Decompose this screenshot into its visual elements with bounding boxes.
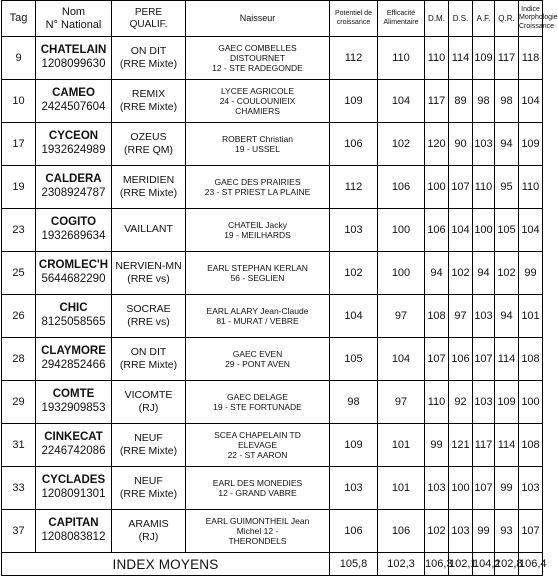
dm-cell: 106 <box>425 209 449 252</box>
animal-name: CINKECAT <box>44 431 103 444</box>
pere-line: (RRE Mixte) <box>119 101 178 113</box>
qr-cell: 114 <box>495 338 519 381</box>
potentiel-cell: 109 <box>330 424 378 467</box>
tag-cell: 17 <box>2 123 36 166</box>
naisseur-line: 29 - PONT AVEN <box>225 359 290 369</box>
pere-cell <box>112 424 186 467</box>
af-cell: 109 <box>473 37 495 80</box>
pere-cell <box>112 467 186 510</box>
naisseur-line: THERONDELS <box>228 536 287 547</box>
pere-line: VAILLANT <box>124 223 173 236</box>
pere-line: REMIX <box>131 87 166 100</box>
naisseur-line: SCEA CHAPELAIN TD <box>214 429 301 440</box>
qr-cell: 117 <box>495 37 519 80</box>
indice-cell: 108 <box>519 424 543 467</box>
qr-cell: 105 <box>495 209 519 252</box>
animal-name: CAMEO <box>52 87 95 100</box>
header-indice: Indice Morphologie Croissance <box>519 1 543 37</box>
animal-name: CHATELAIN <box>40 44 107 57</box>
national-number: 1932909853 <box>41 402 106 414</box>
dm-cell: 102 <box>425 510 449 553</box>
pere-cell <box>112 295 186 338</box>
table-body <box>2 37 543 553</box>
af-cell: 94 <box>473 252 495 295</box>
naisseur-cell <box>186 381 330 424</box>
pere-line: (RRE QM) <box>124 144 173 156</box>
dm-cell: 103 <box>425 467 449 510</box>
tag-cell: 28 <box>2 338 36 381</box>
national-number: 2942852466 <box>41 359 106 371</box>
nom-cell <box>36 209 112 252</box>
table-row <box>2 338 543 381</box>
index-moyens-row <box>2 553 543 576</box>
efficacite-cell: 110 <box>378 37 425 80</box>
national-number: 1208091301 <box>41 488 106 500</box>
table-row <box>2 80 543 123</box>
naisseur-line: 56 - SEGLIEN <box>230 273 285 283</box>
pere-line: (RRE Mixte) <box>119 488 178 500</box>
naisseur-line: 12 - GRAND VABRE <box>218 488 297 498</box>
avg-qr: 102,8 <box>495 553 519 576</box>
ds-cell: 121 <box>449 424 473 467</box>
naisseur-line: EARL DES MONEDIES <box>212 477 303 488</box>
qr-cell: 93 <box>495 510 519 553</box>
naisseur-line: ELEVAGE <box>237 439 278 450</box>
potentiel-cell: 98 <box>330 381 378 424</box>
naisseur-cell <box>186 467 330 510</box>
naisseur-cell <box>186 424 330 467</box>
ds-cell: 100 <box>449 467 473 510</box>
efficacite-cell: 97 <box>378 295 425 338</box>
naisseur-line: 22 - ST AARON <box>227 450 288 461</box>
potentiel-cell: 106 <box>330 123 378 166</box>
naisseur-line: 23 - ST PRIEST LA PLAINE <box>204 187 311 197</box>
avg-indice: 106,4 <box>519 553 543 576</box>
header-tag: Tag <box>2 1 36 37</box>
potentiel-cell: 112 <box>330 37 378 80</box>
header-ds: D.S. <box>449 1 473 37</box>
tag-cell: 23 <box>2 209 36 252</box>
table-row <box>2 424 543 467</box>
naisseur-line: Michel 12 - <box>236 525 279 536</box>
indice-cell: 104 <box>519 209 543 252</box>
naisseur-line: 12 - STE RADEGONDE <box>212 63 303 74</box>
animal-name: CAPITAN <box>48 517 99 530</box>
national-number: 1208083812 <box>41 531 106 543</box>
pere-cell <box>112 166 186 209</box>
tag-cell: 25 <box>2 252 36 295</box>
pere-cell <box>112 123 186 166</box>
national-number: 8125058565 <box>41 316 106 328</box>
indice-cell: 101 <box>519 295 543 338</box>
nom-cell <box>36 166 112 209</box>
potentiel-cell: 103 <box>330 209 378 252</box>
efficacite-cell: 106 <box>378 510 425 553</box>
naisseur-line: ROBERT Christian <box>221 133 293 144</box>
nom-cell <box>36 338 112 381</box>
animal-name: CHIC <box>59 302 88 315</box>
animal-name: COGITO <box>50 216 97 229</box>
af-cell: 103 <box>473 381 495 424</box>
header-efficacite: Efficacité Alimentaire <box>378 1 425 37</box>
dm-cell: 108 <box>425 295 449 338</box>
pere-line: (RRE Mixte) <box>119 445 178 457</box>
table-row <box>2 209 543 252</box>
naisseur-line: EARL ALARY Jean-Claude <box>206 305 309 316</box>
af-cell: 103 <box>473 295 495 338</box>
header-naisseur: Naisseur <box>186 1 330 37</box>
table-row <box>2 467 543 510</box>
potentiel-cell: 102 <box>330 252 378 295</box>
indice-cell: 99 <box>519 252 543 295</box>
indice-cell: 107 <box>519 510 543 553</box>
table-row <box>2 166 543 209</box>
ds-cell: 102 <box>449 252 473 295</box>
naisseur-cell <box>186 338 330 381</box>
pere-line: (RRE Mixte) <box>119 359 178 371</box>
efficacite-cell: 104 <box>378 80 425 123</box>
dm-cell: 107 <box>425 338 449 381</box>
indice-cell: 103 <box>519 467 543 510</box>
naisseur-line: GAEC DES PRAIRIES <box>214 176 301 187</box>
table-row <box>2 123 543 166</box>
pere-line: (RJ) <box>138 402 159 414</box>
potentiel-cell: 112 <box>330 166 378 209</box>
af-cell: 107 <box>473 467 495 510</box>
tag-cell: 31 <box>2 424 36 467</box>
naisseur-line: EARL GUIMONTHEIL Jean <box>205 515 310 526</box>
national-number: 2424507604 <box>41 101 106 113</box>
naisseur-line: 19 - STE FORTUNADE <box>213 402 302 412</box>
animal-name: CALDERA <box>45 173 102 186</box>
national-number: 5644682290 <box>41 273 106 285</box>
efficacite-cell: 102 <box>378 123 425 166</box>
ds-cell: 97 <box>449 295 473 338</box>
header-af: A.F. <box>473 1 495 37</box>
af-cell: 110 <box>473 166 495 209</box>
tag-cell: 33 <box>2 467 36 510</box>
animal-name: COMTE <box>52 388 95 401</box>
pere-line: (RRE Mixte) <box>119 187 178 199</box>
pere-line: ON DIT <box>130 44 167 57</box>
efficacite-cell: 97 <box>378 381 425 424</box>
dm-cell: 110 <box>425 381 449 424</box>
header-qr: Q.R. <box>495 1 519 37</box>
table-row <box>2 381 543 424</box>
pere-line: NEUF <box>134 431 163 444</box>
qr-cell: 94 <box>495 295 519 338</box>
efficacite-cell: 104 <box>378 338 425 381</box>
nom-cell <box>36 424 112 467</box>
avg-dm: 106,3 <box>425 553 449 576</box>
tag-cell: 29 <box>2 381 36 424</box>
ds-cell: 107 <box>449 166 473 209</box>
efficacite-cell: 101 <box>378 424 425 467</box>
qr-cell: 94 <box>495 123 519 166</box>
nom-cell <box>36 467 112 510</box>
dm-cell: 117 <box>425 80 449 123</box>
nom-cell <box>36 37 112 80</box>
efficacite-cell: 101 <box>378 467 425 510</box>
pere-line: MERIDIEN <box>122 173 175 186</box>
table-row <box>2 37 543 80</box>
table-row <box>2 252 543 295</box>
national-number: 1932689634 <box>41 230 106 242</box>
ds-cell: 103 <box>449 510 473 553</box>
pere-cell <box>112 510 186 553</box>
naisseur-cell <box>186 295 330 338</box>
dm-cell: 94 <box>425 252 449 295</box>
nom-cell <box>36 381 112 424</box>
pere-cell <box>112 252 186 295</box>
nom-cell <box>36 80 112 123</box>
af-cell: 99 <box>473 510 495 553</box>
avg-af: 104,2 <box>473 553 495 576</box>
naisseur-line: GAEC COMBELLES <box>218 42 297 53</box>
tag-cell: 9 <box>2 37 36 80</box>
indice-cell: 108 <box>519 338 543 381</box>
naisseur-cell <box>186 209 330 252</box>
af-cell: 117 <box>473 424 495 467</box>
pere-line: SOCRAE <box>126 302 171 315</box>
naisseur-line: 19 - USSEL <box>235 144 280 154</box>
pere-cell <box>112 37 186 80</box>
ds-cell: 92 <box>449 381 473 424</box>
index-table <box>1 0 558 576</box>
pere-line: ON DIT <box>130 345 167 358</box>
naisseur-cell <box>186 123 330 166</box>
table-row <box>2 295 543 338</box>
nom-cell <box>36 252 112 295</box>
national-number: 2246742086 <box>41 445 106 457</box>
header-row <box>2 1 543 37</box>
dm-cell: 120 <box>425 123 449 166</box>
animal-name: CYCLADES <box>41 474 106 487</box>
ds-cell: 106 <box>449 338 473 381</box>
nom-cell <box>36 123 112 166</box>
indice-cell: 100 <box>519 381 543 424</box>
efficacite-cell: 106 <box>378 166 425 209</box>
ds-cell: 114 <box>449 37 473 80</box>
pere-cell <box>112 209 186 252</box>
table-row <box>2 510 543 553</box>
potentiel-cell: 104 <box>330 295 378 338</box>
efficacite-cell: 100 <box>378 209 425 252</box>
naisseur-cell <box>186 166 330 209</box>
potentiel-cell: 109 <box>330 80 378 123</box>
national-number: 2308924787 <box>41 187 106 199</box>
pere-line: OZEUS <box>130 130 167 143</box>
dm-cell: 110 <box>425 37 449 80</box>
ds-cell: 89 <box>449 80 473 123</box>
index-moyens-label: INDEX MOYENS <box>2 553 330 576</box>
tag-cell: 10 <box>2 80 36 123</box>
national-number: 1932624989 <box>41 144 106 156</box>
pere-line: VICOMTE <box>124 388 173 401</box>
pere-line: (RRE vs) <box>127 316 170 328</box>
pere-line: ARAMIS <box>128 517 169 530</box>
pere-line: NEUF <box>134 474 163 487</box>
qr-cell: 102 <box>495 252 519 295</box>
naisseur-line: CHAMIERS <box>235 106 280 117</box>
avg-ds: 102,1 <box>449 553 473 576</box>
ds-cell: 104 <box>449 209 473 252</box>
dm-cell: 99 <box>425 424 449 467</box>
tag-cell: 26 <box>2 295 36 338</box>
naisseur-cell <box>186 252 330 295</box>
avg-potentiel: 105,8 <box>330 553 378 576</box>
header-pere: PERE QUALIF. <box>112 1 186 37</box>
pere-line: (RRE Mixte) <box>119 58 178 70</box>
efficacite-cell: 100 <box>378 252 425 295</box>
naisseur-line: 24 - COULOUNIEIX <box>219 95 296 106</box>
naisseur-line: DISTOURNET <box>229 52 286 63</box>
qr-cell: 99 <box>495 467 519 510</box>
pere-cell <box>112 338 186 381</box>
pere-line: NERVIEN-MN <box>115 259 182 272</box>
naisseur-cell <box>186 37 330 80</box>
pere-cell <box>112 381 186 424</box>
naisseur-cell <box>186 510 330 553</box>
nom-cell <box>36 295 112 338</box>
header-dm: D.M. <box>425 1 449 37</box>
potentiel-cell: 105 <box>330 338 378 381</box>
naisseur-line: 19 - MEILHARDS <box>224 230 291 240</box>
animal-name: CROMLEC'H <box>38 259 109 272</box>
pere-line: (RRE vs) <box>127 273 170 285</box>
naisseur-line: EARL STEPHAN KERLAN <box>207 262 308 273</box>
tag-cell: 19 <box>2 166 36 209</box>
af-cell: 98 <box>473 80 495 123</box>
dm-cell: 100 <box>425 166 449 209</box>
af-cell: 100 <box>473 209 495 252</box>
indice-cell: 118 <box>519 37 543 80</box>
pere-cell <box>112 80 186 123</box>
indice-cell: 109 <box>519 123 543 166</box>
potentiel-cell: 103 <box>330 467 378 510</box>
naisseur-line: CHATEIL Jacky <box>227 219 288 230</box>
avg-efficacite: 102,3 <box>378 553 425 576</box>
tag-cell: 37 <box>2 510 36 553</box>
nom-cell <box>36 510 112 553</box>
qr-cell: 109 <box>495 381 519 424</box>
naisseur-cell <box>186 80 330 123</box>
indice-cell: 104 <box>519 80 543 123</box>
naisseur-line: GAEC DELAGE <box>227 391 288 402</box>
animal-name: CLAYMORE <box>41 345 106 358</box>
qr-cell: 98 <box>495 80 519 123</box>
indice-cell: 110 <box>519 166 543 209</box>
header-potentiel: Potentiel de croissance <box>330 1 378 37</box>
af-cell: 107 <box>473 338 495 381</box>
af-cell: 103 <box>473 123 495 166</box>
national-number: 1208099630 <box>41 58 106 70</box>
naisseur-line: 81 - MURAT / VEBRE <box>216 316 299 326</box>
pere-line: (RJ) <box>138 531 159 543</box>
potentiel-cell: 106 <box>330 510 378 553</box>
naisseur-line: LYCEE AGRICOLE <box>220 85 295 96</box>
qr-cell: 114 <box>495 424 519 467</box>
qr-cell: 95 <box>495 166 519 209</box>
animal-name: CYCEON <box>48 130 99 143</box>
header-nom: Nom N° National <box>36 1 112 37</box>
ds-cell: 90 <box>449 123 473 166</box>
naisseur-line: GAEC EVEN <box>232 348 283 359</box>
